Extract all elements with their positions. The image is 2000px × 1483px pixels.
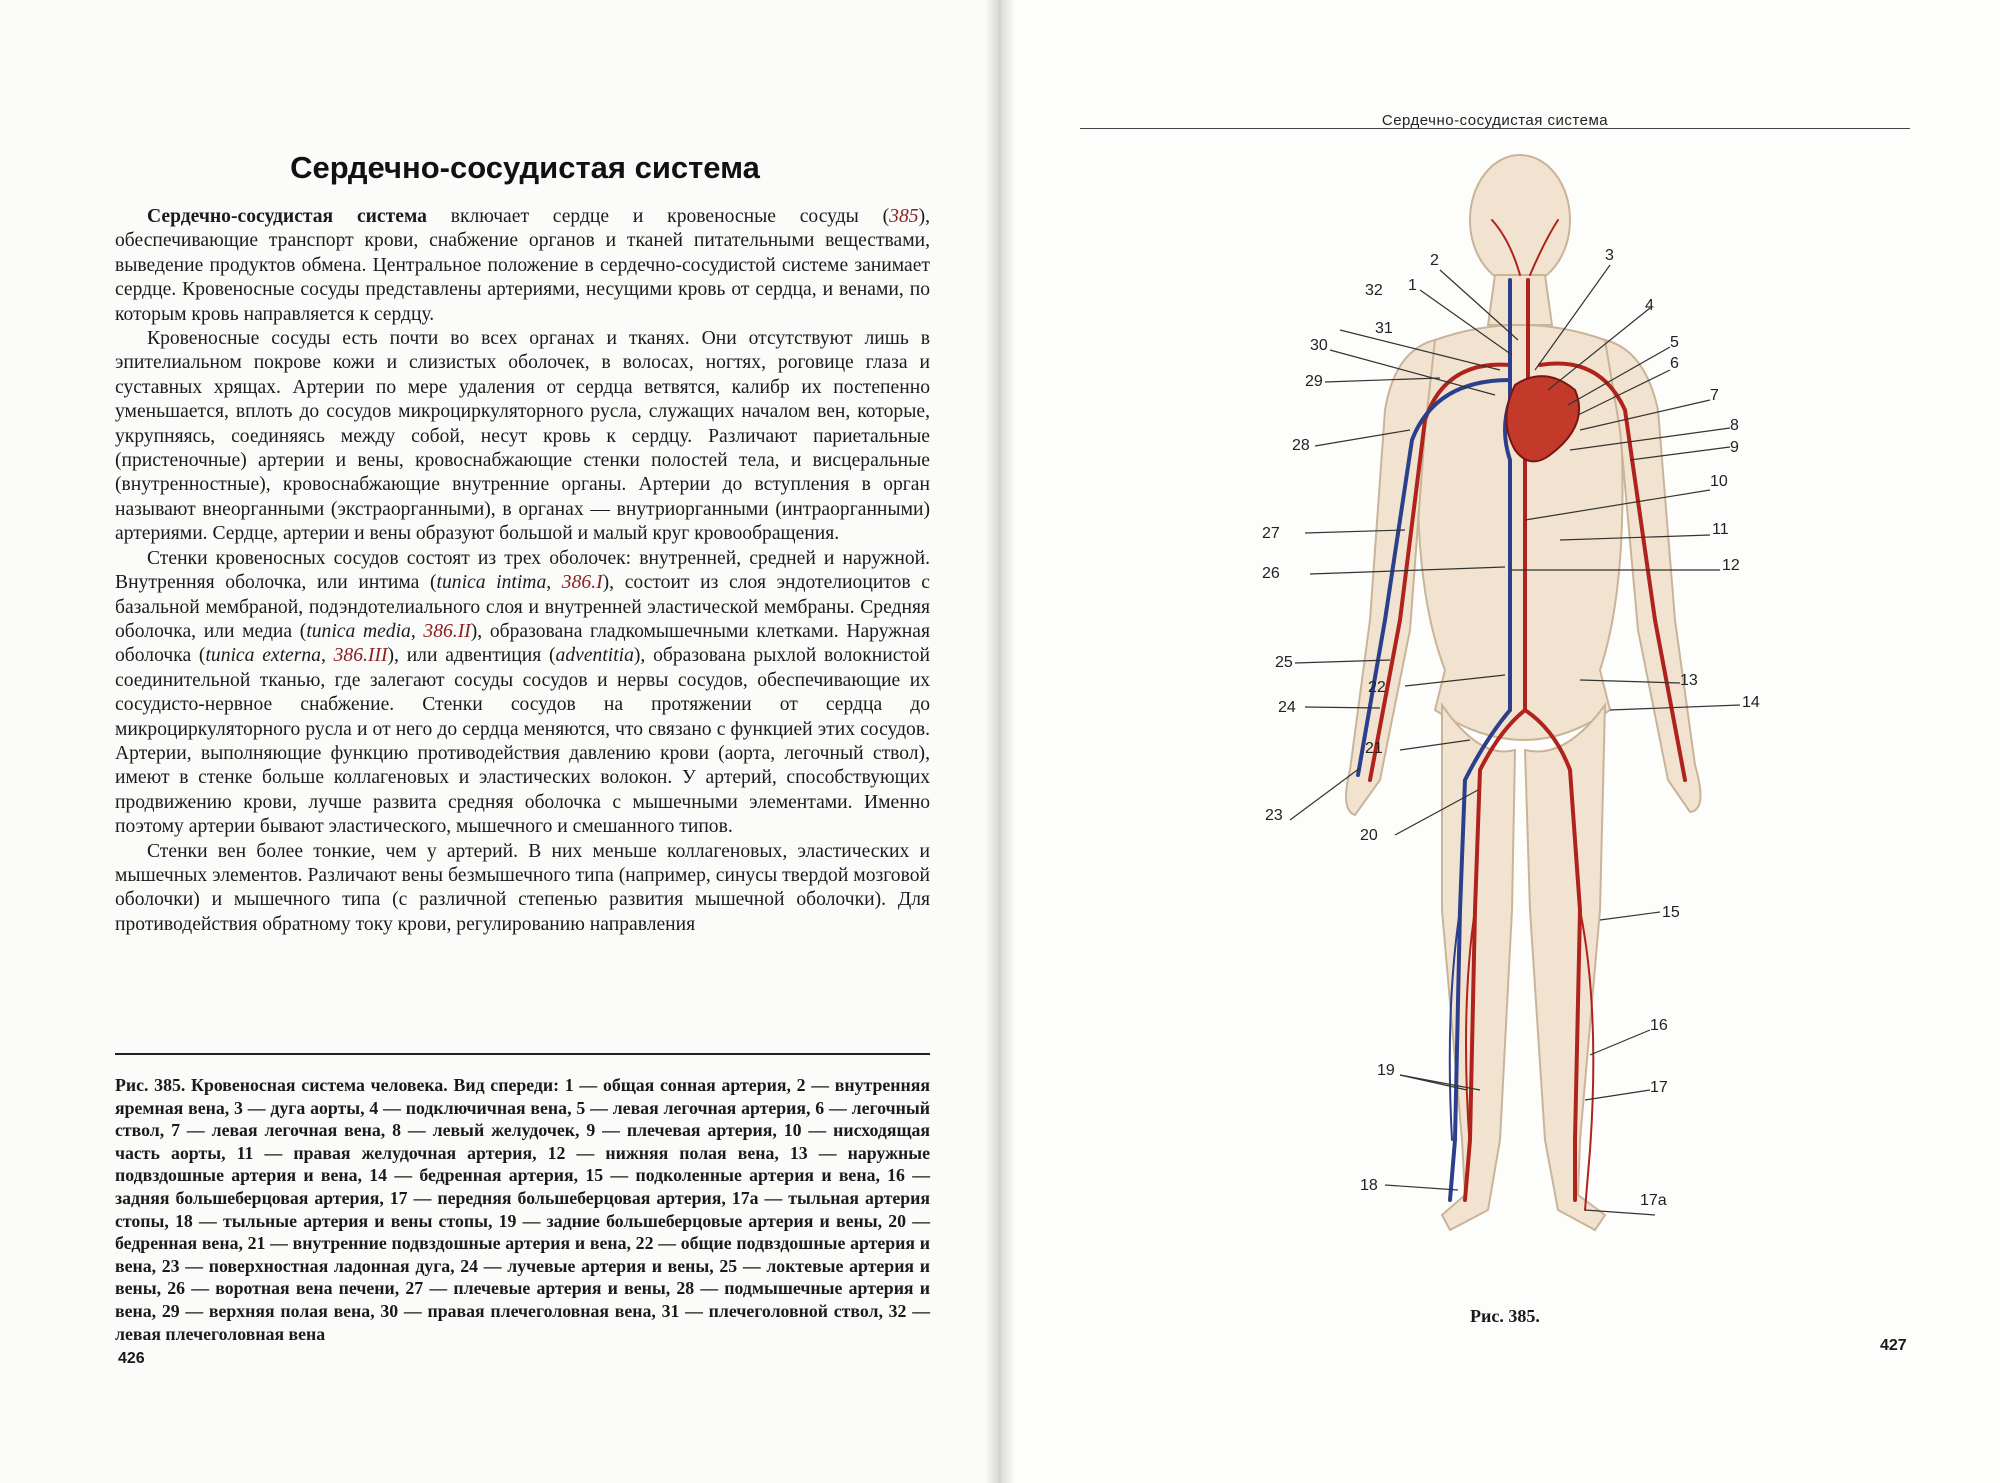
callout-8: 8: [1730, 417, 1739, 434]
paragraph-1: [115, 205, 930, 327]
callout-1: 1: [1408, 277, 1417, 294]
callout-30: 30: [1310, 337, 1328, 354]
term-bold: Сердечно-сосудистая система: [147, 206, 427, 227]
footnote-divider: [115, 1053, 930, 1055]
book-gutter: [985, 0, 1015, 1483]
paragraph-4: Стенки вен более тонкие, чем у артерий. В них меньше коллагеновых, эластических и мышечных элементов. Различают вены безмышечного типа (например, синусы твердой мозговой оболочки) и мышечного типа (с различной степенью развития мышечной оболочки). Для противодействия обратному току крови, регулированию направления: [115, 840, 930, 935]
text-run: Стенки кровеносных сосудов состоят из трех оболочек: внутренней, средней и наружной. Внутренняя оболочка, или интима (: [115, 547, 930, 594]
latin-term: tunica externa,: [205, 645, 334, 667]
callout-9: 9: [1730, 439, 1739, 456]
circulatory-system-figure: [1180, 150, 1900, 1320]
figure-caption-text: Рис. 385. Кровеносная система человека. Вид спереди: 1 — общая сонная артерия, 2 — внутренняя яремная вена, 3 — дуга аорты, 4 — подключичная вена, 5 — левая легочная артерия, 6 — легочный ствол, 7 — левая легочная вена, 8 — левый желудочек, 9 — плечевая артерия, 10 — нисходящая часть аорты, 11 — правая желудочная артерия, 12 — нижняя полая вена, 13 — наружные подвздошные артерия и вена, 14 — бедренная артерия, 15 — подколенные артерия и вена, 16 — задняя большеберцовая артерия, 17 — передняя большеберцовая артерия, 17а — тыльная артерия стопы, 18 — тыльные артерия и вены стопы, 19 — задние большеберцовые артерия и вены, 20 — бедренная вена, 21 — внутренние подвздошные артерия и вена, 22 — общие подвздошные артерия и вена, 23 — поверхностная ладонная дуга, 24 — лучевые артерия и вены, 25 — локтевые артерия и вены, 26 — воротная вена печени, 27 — плечевые артерия и вены, 28 — подмышечные артерия и вена, 29 — верхняя полая вена, 30 — правая плечеголовная вена, 31 — плечеголовной ствол, 32 — левая плечеголовная вена: [115, 1075, 930, 1344]
callout-17a: 17а: [1640, 1192, 1667, 1209]
figure-ref-link[interactable]: 386.III: [333, 645, 388, 667]
callout-32: 32: [1365, 282, 1383, 299]
figure-caption-label: Рис. 385.: [1470, 1306, 1540, 1326]
callout-20: 20: [1360, 827, 1378, 844]
callout-25: 25: [1275, 654, 1293, 671]
callout-24: 24: [1278, 699, 1296, 716]
callout-23: 23: [1265, 807, 1283, 824]
callout-7: 7: [1710, 387, 1719, 404]
callout-12: 12: [1722, 557, 1740, 574]
figure-ref-link[interactable]: 385: [889, 206, 919, 227]
text-run: ), обеспечивающие транспорт крови, снабжение органов и тканей питательными веществами, выведение продуктов обмена. Центральное положение в сердечно-сосудистой системе занимает сердце. Кровеносные сосуды представлены артериями, несущими кровь от сердца, и венами, по которым кровь направляется к сердцу.: [115, 206, 930, 325]
figure-ref-link[interactable]: 386.II: [423, 620, 471, 642]
text-run: ), образована гладкомышечными клетками. Наружная оболочка (: [115, 620, 930, 667]
latin-term: tunica intima,: [436, 572, 562, 594]
callout-5: 5: [1670, 334, 1679, 351]
latin-term: adventitia: [555, 645, 634, 667]
callout-18: 18: [1360, 1177, 1378, 1194]
text-run: ), состоит из слоя эндотелиоцитов с базальной мембраной, подэндотелиального слоя и внутренней эластической мембраны. Средняя оболочка, или медиа (: [115, 572, 930, 642]
callout-3: 3: [1605, 247, 1614, 264]
callout-31: 31: [1375, 320, 1393, 337]
callout-28: 28: [1292, 437, 1310, 454]
figure-ref-link[interactable]: 386.I: [561, 572, 603, 594]
text-run: ), или адвентиция (: [387, 645, 556, 667]
callout-2: 2: [1430, 252, 1439, 269]
callout-17: 17: [1650, 1079, 1668, 1096]
callout-11: 11: [1712, 521, 1729, 538]
callout-29: 29: [1305, 373, 1323, 390]
callout-15: 15: [1662, 904, 1680, 921]
page-number-left: 426: [118, 1350, 145, 1367]
running-head: Сердечно-сосудистая система: [1381, 112, 1609, 129]
page-title: Сердечно-сосудистая система: [290, 150, 760, 185]
running-head-rule: [1080, 128, 1910, 129]
callout-14: 14: [1742, 694, 1760, 711]
paragraph-2: Кровеносные сосуды есть почти во всех органах и тканях. Они отсутствуют лишь в эпителиальном покрове кожи и слизистых оболочек, в волосах, ногтях, роговице глаза и суставных хрящах. Артерии по мере удаления от сердца ветвятся, калибр их постепенно уменьшается, вплоть до сосудов микроциркуляторного русла, служащих началом вен, которые, укрупняясь, соединяясь между собой, несут кровь к сердцу. Различают париетальные (пристеночные) артерии и вены, кровоснабжающие стенки полостей тела, и висцеральные (внутренностные), кровоснабжающие внутренние органы. Артерии до вступления в орган называют внеорганными (экстраорганными), в органах — внутриорганными (интраорганными) артериями. Сердце, артерии и вены образуют большой и малый круг кровообращения.: [115, 328, 930, 545]
page-number-right: 427: [1880, 1337, 1907, 1354]
callout-13: 13: [1680, 672, 1698, 689]
callout-21: 21: [1365, 740, 1383, 757]
callout-19: 19: [1377, 1062, 1395, 1079]
callout-22: 22: [1368, 679, 1386, 696]
latin-term: tunica media,: [306, 620, 424, 642]
callout-10: 10: [1710, 473, 1728, 490]
callout-16: 16: [1650, 1017, 1668, 1034]
text-run: ), образована рыхлой волокнистой соединительной тканью, где залегают сосуды сосудов и нервы сосудов, обеспечивающие их сосудисто-нервное снабжение. Стенки сосудов на протяжении от сердца до микроциркуляторного русла и от него до сердца меняются, что связано с функцией этих сосудов. Артерии, выполняющие функцию противодействия давлению крови (аорта, легочный ствол), имеют в стенке больше коллагеновых и эластических волокон. У артерий, способствующих продвижению крови, лучше развита средняя оболочка с мышечными элементами. Именно поэтому артерии бывают эластического, мышечного и смешанного типов.: [115, 645, 930, 838]
body-text: [115, 205, 930, 937]
paragraph-3: [115, 547, 930, 840]
callout-26: 26: [1262, 565, 1280, 582]
text-run: включает сердце и кровеносные сосуды (: [426, 206, 890, 227]
callout-4: 4: [1645, 297, 1654, 314]
callout-6: 6: [1670, 355, 1679, 372]
callout-27: 27: [1262, 525, 1280, 542]
